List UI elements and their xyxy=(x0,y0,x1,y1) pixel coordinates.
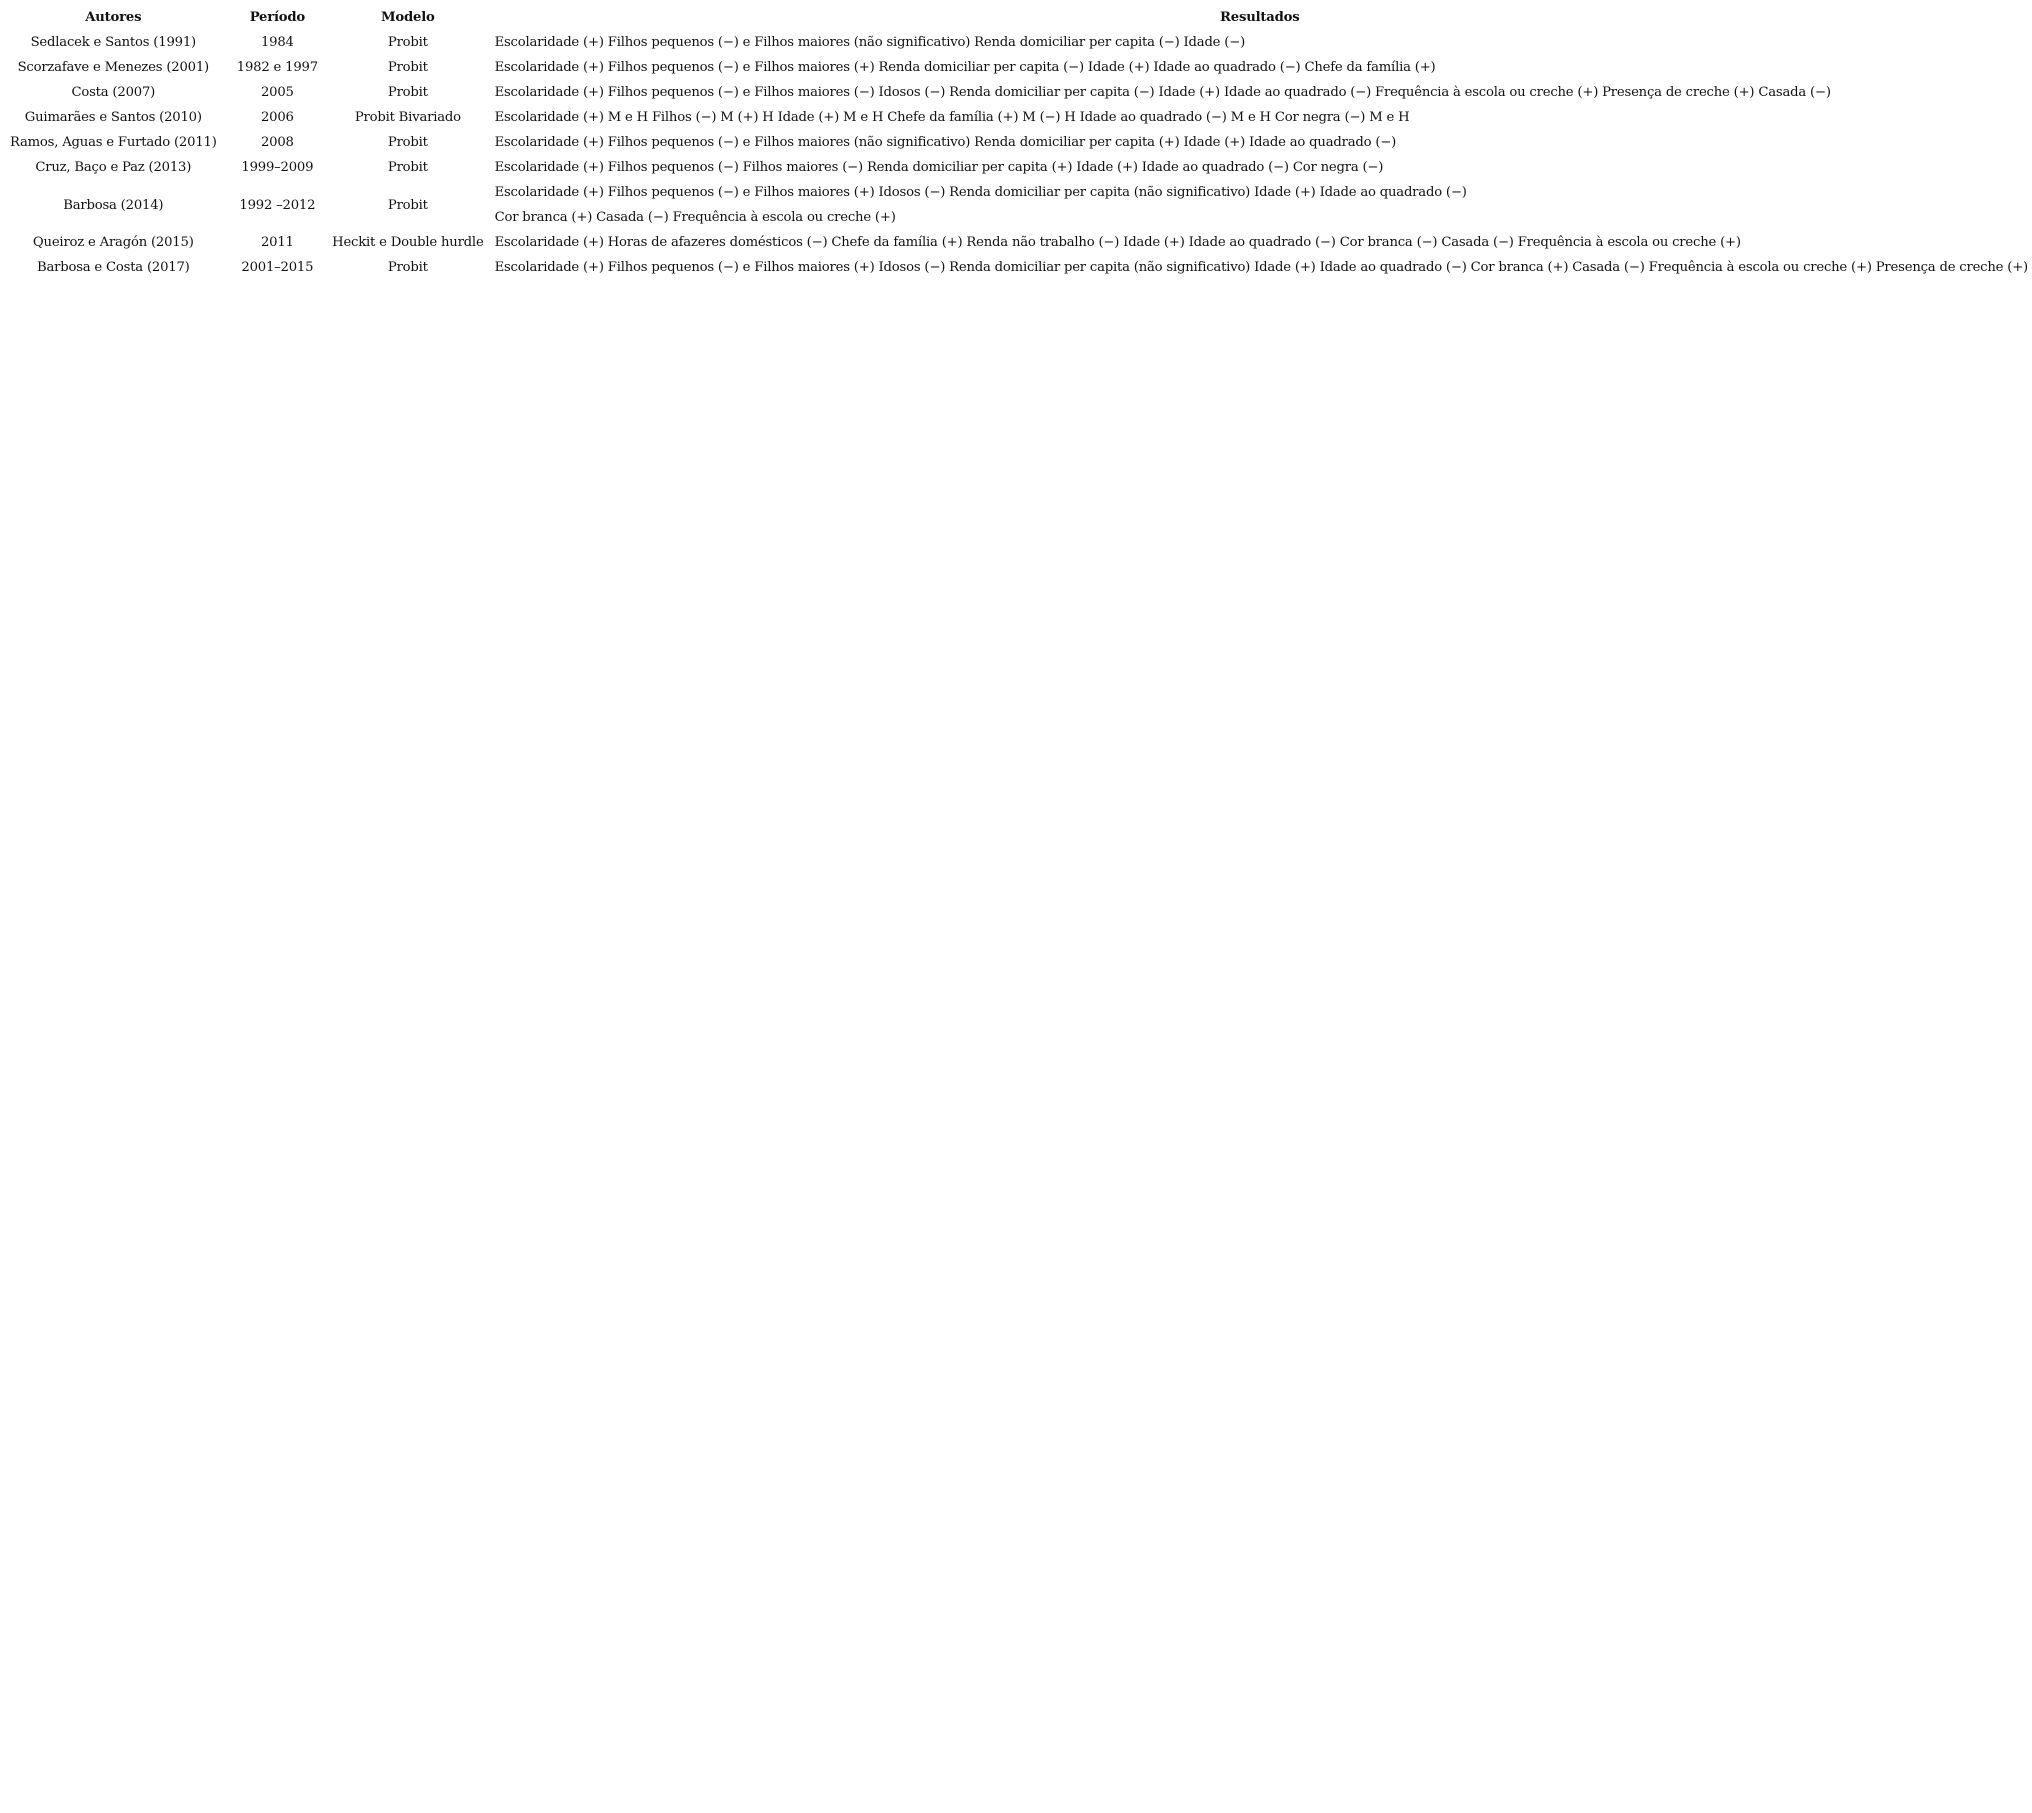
results-line: Escolaridade (+) Filhos pequenos (−) e Filhos maiores (−) Idosos (−) Renda domiciliar per capita (−) Idade (+) Idade ao quadrado (−) Frequência à escola ou creche (+) Presença de creche (+) Casada (−) xyxy=(494,85,1831,100)
table-row xyxy=(0,155,2032,180)
cell-model: Probit xyxy=(387,135,428,150)
cell-results xyxy=(488,230,2032,255)
results-line: Escolaridade (+) Horas de afazeres domésticos (−) Chefe da família (+) Renda não trabalho (−) Idade (+) Idade ao quadrado (−) Cor branca (−) Casada (−) Frequência à escola ou creche (+) xyxy=(494,235,1741,250)
table-row xyxy=(0,30,2032,55)
literature-table xyxy=(0,5,2032,280)
cell-period: 2008 xyxy=(260,135,294,150)
cell-results xyxy=(488,105,2032,130)
results-line: Escolaridade (+) Filhos pequenos (−) e Filhos maiores (não significativo) Renda domiciliar per capita (+) Idade (+) Idade ao quadrado (−) xyxy=(494,135,1397,150)
cell-model: Probit xyxy=(387,197,428,213)
table-row xyxy=(0,55,2032,80)
header-model: Modelo xyxy=(381,10,435,25)
results-line: Cor branca (+) Casada (−) Frequência à escola ou creche (+) xyxy=(494,210,896,225)
cell-period: 2006 xyxy=(260,110,294,125)
cell-model: Probit xyxy=(387,160,428,175)
cell-model: Probit xyxy=(387,85,428,100)
table-body xyxy=(0,30,2032,280)
cell-model: Heckit e Double hurdle xyxy=(332,235,484,250)
results-line: Escolaridade (+) Filhos pequenos (−) Filhos maiores (−) Renda domiciliar per capita (+) Idade (+) Idade ao quadrado (−) Cor negra (−) xyxy=(494,160,1384,175)
table-row xyxy=(0,255,2032,280)
cell-results xyxy=(488,130,2032,155)
table-row xyxy=(0,80,2032,105)
cell-model: Probit xyxy=(387,260,428,275)
header-period: Período xyxy=(249,10,306,25)
header-results: Resultados xyxy=(1220,10,1300,25)
cell-authors: Ramos, Aguas e Furtado (2011) xyxy=(9,135,217,150)
table-row xyxy=(0,105,2032,130)
table-row xyxy=(0,130,2032,155)
cell-results xyxy=(488,55,2032,80)
cell-period: 2001–2015 xyxy=(241,260,314,275)
cell-period: 1984 xyxy=(260,35,294,50)
cell-authors: Costa (2007) xyxy=(71,85,156,100)
cell-model: Probit xyxy=(387,35,428,50)
table-row xyxy=(0,180,2032,230)
cell-results xyxy=(488,180,2032,230)
results-line: Escolaridade (+) Filhos pequenos (−) e Filhos maiores (+) Idosos (−) Renda domiciliar per capita (não significativo) Idade (+) Idade ao quadrado (−) Cor branca (+) Casada (−) Frequência à escola ou creche (+) Presença de creche (+) xyxy=(494,260,2028,275)
cell-authors: Barbosa (2014) xyxy=(63,197,164,213)
results-line: Escolaridade (+) Filhos pequenos (−) e Filhos maiores (+) Idosos (−) Renda domiciliar per capita (não significativo) Idade (+) Idade ao quadrado (−) xyxy=(494,185,1467,200)
header-authors: Autores xyxy=(85,10,142,25)
cell-model: Probit Bivariado xyxy=(354,110,461,125)
cell-results xyxy=(488,255,2032,280)
cell-results xyxy=(488,30,2032,55)
cell-authors: Guimarães e Santos (2010) xyxy=(24,110,202,125)
table-row xyxy=(0,230,2032,255)
cell-period: 1982 e 1997 xyxy=(236,60,318,75)
cell-period: 2011 xyxy=(260,235,294,250)
cell-period: 2005 xyxy=(260,85,294,100)
cell-period: 1999–2009 xyxy=(241,160,314,175)
results-line: Escolaridade (+) M e H Filhos (−) M (+) H Idade (+) M e H Chefe da família (+) M (−) H Idade ao quadrado (−) M e H Cor negra (−) M e H xyxy=(494,110,1410,125)
cell-authors: Scorzafave e Menezes (2001) xyxy=(17,60,209,75)
table-header xyxy=(0,5,2032,30)
cell-model: Probit xyxy=(387,60,428,75)
cell-authors: Barbosa e Costa (2017) xyxy=(36,260,190,275)
results-line: Escolaridade (+) Filhos pequenos (−) e Filhos maiores (não significativo) Renda domiciliar per capita (−) Idade (−) xyxy=(494,35,1246,50)
cell-period: 1992 –2012 xyxy=(239,197,316,213)
results-line: Escolaridade (+) Filhos pequenos (−) e Filhos maiores (+) Renda domiciliar per capita (−) Idade (+) Idade ao quadrado (−) Chefe da família (+) xyxy=(494,60,1436,75)
cell-authors: Queiroz e Aragón (2015) xyxy=(32,235,194,250)
cell-results xyxy=(488,155,2032,180)
cell-authors: Sedlacek e Santos (1991) xyxy=(30,35,196,50)
header-row xyxy=(0,5,2032,30)
cell-results xyxy=(488,80,2032,105)
cell-authors: Cruz, Baço e Paz (2013) xyxy=(35,160,192,175)
